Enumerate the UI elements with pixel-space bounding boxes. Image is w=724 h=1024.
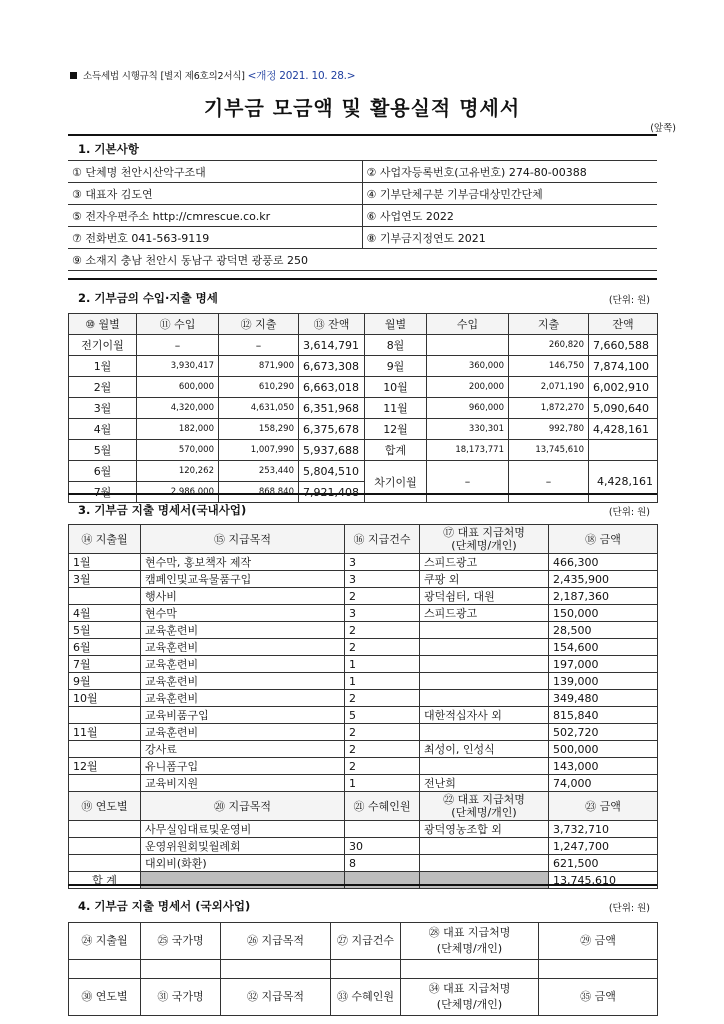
table-cell: 운영위원회및월례회 [141, 838, 345, 855]
table-row [69, 356, 658, 377]
column-header: ⑮ 지급목적 [141, 525, 345, 554]
column-header: ㉒ 대표 지급처명 (단체명/개인) [420, 792, 549, 821]
column-header: 월별 [365, 314, 427, 335]
table-cell: 광덕영농조합 외 [420, 821, 549, 838]
org-name: ① 단체명 천안시산악구조대 [68, 161, 362, 183]
amount-cell: 330,301 [427, 419, 509, 440]
table-cell [345, 821, 420, 838]
table-cell: 3,732,710 [549, 821, 658, 838]
column-header: 수입 [427, 314, 509, 335]
table-row [69, 673, 658, 690]
table-cell [69, 741, 141, 758]
amount-cell: 4,428,161 [589, 419, 658, 440]
column-header: ㉜ 지급목적 [221, 979, 331, 1016]
amount-cell: 610,290 [219, 377, 299, 398]
section1-title: 1. 기본사항 [78, 142, 139, 156]
table-cell: 466,300 [549, 554, 658, 571]
table-cell [420, 673, 549, 690]
table-cell: 교육훈련비 [141, 690, 345, 707]
table-cell: 현수막 [141, 605, 345, 622]
table-cell: 5 [345, 707, 420, 724]
table-row [69, 707, 658, 724]
square-bullet-icon [70, 72, 77, 79]
table-cell [420, 639, 549, 656]
amount-cell: – [509, 461, 589, 503]
table-cell: 7월 [69, 656, 141, 673]
donor-type: ④ 기부단체구분 기부금대상민간단체 [362, 183, 657, 205]
amount-cell [427, 335, 509, 356]
table-cell: 28,500 [549, 622, 658, 639]
table-cell: 10월 [69, 690, 141, 707]
table-cell: 621,500 [549, 855, 658, 872]
table-row [69, 724, 658, 741]
table-cell: 교육비품구입 [141, 707, 345, 724]
section4-title: 4. 기부금 지출 명세서 (국외사업) [78, 899, 251, 913]
month-cell: 5월 [69, 440, 137, 461]
table-cell: 대외비(화환) [141, 855, 345, 872]
table-cell [221, 960, 331, 979]
amount-cell: 18,173,771 [427, 440, 509, 461]
table-cell: 1 [345, 673, 420, 690]
column-header: ㉘ 대표 지급처명 (단체명/개인) [401, 923, 539, 960]
table-cell: 유니폼구입 [141, 758, 345, 775]
table-row [69, 741, 658, 758]
income-expense-table [68, 313, 658, 503]
amount-cell: 6,663,018 [299, 377, 365, 398]
amount-cell: – [427, 461, 509, 503]
column-header: ⑳ 지급목적 [141, 792, 345, 821]
table-cell: 6월 [69, 639, 141, 656]
section2-title: 2. 기부금의 수입·지출 명세 [78, 291, 218, 305]
amount-cell: 5,090,640 [589, 398, 658, 419]
page-title: 기부금 모금액 및 활용실적 명세서 [203, 96, 521, 120]
section4-unit: (단위: 원) [608, 903, 650, 914]
table-cell: 강사료 [141, 741, 345, 758]
table-cell: 1 [345, 656, 420, 673]
header-row [69, 525, 658, 554]
table-cell [420, 656, 549, 673]
table-cell: 대한적십자사 외 [420, 707, 549, 724]
header-row [69, 979, 658, 1016]
table-cell: 스피드광고 [420, 554, 549, 571]
table-cell: 스피드광고 [420, 605, 549, 622]
table-cell: 30 [345, 838, 420, 855]
column-header: ㉔ 지출월 [69, 923, 141, 960]
table-cell [141, 960, 221, 979]
table-cell: 2 [345, 588, 420, 605]
table-row [69, 656, 658, 673]
table-cell: 11월 [69, 724, 141, 741]
table-cell: 교육훈련비 [141, 656, 345, 673]
table-row [69, 775, 658, 792]
table-cell: 사무실임대료및운영비 [141, 821, 345, 838]
column-header: ⑲ 연도별 [69, 792, 141, 821]
amount-cell: 600,000 [137, 377, 219, 398]
form-reference [70, 68, 355, 83]
table-cell [539, 960, 658, 979]
amount-cell: 1,007,990 [219, 440, 299, 461]
table-cell [420, 690, 549, 707]
table-cell: 139,000 [549, 673, 658, 690]
column-header: ㉟ 금액 [539, 979, 658, 1016]
table-cell [420, 622, 549, 639]
table-cell: 500,000 [549, 741, 658, 758]
table-cell: 교육훈련비 [141, 639, 345, 656]
table-cell: 현수막, 홍보책자 제작 [141, 554, 345, 571]
month-cell: 9월 [365, 356, 427, 377]
amount-cell: 5,937,688 [299, 440, 365, 461]
table-cell [69, 707, 141, 724]
month-cell: 11월 [365, 398, 427, 419]
table-cell: 154,600 [549, 639, 658, 656]
amount-cell: – [137, 335, 219, 356]
table-row [69, 554, 658, 571]
table-cell [69, 960, 141, 979]
column-header: ⑰ 대표 지급처명 (단체명/개인) [420, 525, 549, 554]
table-row [69, 605, 658, 622]
table-row [69, 821, 658, 838]
amount-cell: 120,262 [137, 461, 219, 482]
amount-cell: 960,000 [427, 398, 509, 419]
table-cell [69, 838, 141, 855]
table-row [69, 335, 658, 356]
table-cell [401, 960, 539, 979]
amount-cell: 4,631,050 [219, 398, 299, 419]
table-cell: 쿠팡 외 [420, 571, 549, 588]
amount-cell: 7,921,408 [299, 482, 365, 503]
table-cell: 교육훈련비 [141, 724, 345, 741]
amount-cell: 1,872,270 [509, 398, 589, 419]
page-side: (앞쪽) [650, 123, 676, 134]
month-cell: 4월 [69, 419, 137, 440]
column-header: ⑱ 금액 [549, 525, 658, 554]
table-row [69, 419, 658, 440]
table-cell: 행사비 [141, 588, 345, 605]
column-header: ㉓ 금액 [549, 792, 658, 821]
business-year: ⑥ 사업연도 2022 [362, 205, 657, 227]
table-cell: 1,247,700 [549, 838, 658, 855]
table-cell [69, 855, 141, 872]
carry-forward-label: 차기이월 [365, 461, 427, 503]
total-amount: 13,745,610 [549, 872, 658, 889]
column-header: ㉞ 대표 지급처명 (단체명/개인) [401, 979, 539, 1016]
table-cell: 교육훈련비 [141, 673, 345, 690]
column-header: ㉙ 금액 [539, 923, 658, 960]
amount-cell: 4,320,000 [137, 398, 219, 419]
amount-cell: 7,660,588 [589, 335, 658, 356]
month-cell: 8월 [365, 335, 427, 356]
header-row [69, 923, 658, 960]
amount-cell: 5,804,510 [299, 461, 365, 482]
amount-cell: 2,071,190 [509, 377, 589, 398]
table-cell: 2 [345, 724, 420, 741]
column-header: ㉗ 지급건수 [331, 923, 401, 960]
business-number: ② 사업자등록번호(고유번호) 274-80-00388 [362, 161, 657, 183]
table-cell: 2 [345, 741, 420, 758]
amount-cell: 260,820 [509, 335, 589, 356]
table-row [69, 588, 658, 605]
column-header: ⑪ 수입 [137, 314, 219, 335]
basic-info-table [68, 160, 657, 271]
table-cell: 12월 [69, 758, 141, 775]
table-cell [420, 838, 549, 855]
table-cell: 815,840 [549, 707, 658, 724]
revision-date: <개정 2021. 10. 28.> [247, 70, 356, 82]
amount-cell: 13,745,610 [509, 440, 589, 461]
month-cell: 7월 [69, 482, 137, 503]
table-cell: 8 [345, 855, 420, 872]
table-cell: 349,480 [549, 690, 658, 707]
amount-cell [589, 440, 658, 461]
divider [68, 134, 657, 136]
table-cell: 502,720 [549, 724, 658, 741]
table-cell: 최성이, 인성식 [420, 741, 549, 758]
month-cell: 12월 [365, 419, 427, 440]
table-cell: 2 [345, 690, 420, 707]
column-header: ㉕ 국가명 [141, 923, 221, 960]
table-cell [420, 724, 549, 741]
representative: ③ 대표자 김도연 [68, 183, 362, 205]
table-row [69, 855, 658, 872]
amount-cell: 871,900 [219, 356, 299, 377]
table-cell: 197,000 [549, 656, 658, 673]
table-cell: 1월 [69, 554, 141, 571]
table-row [69, 377, 658, 398]
amount-cell: 360,000 [427, 356, 509, 377]
column-header: ⑩ 월별 [69, 314, 137, 335]
table-cell: 교육훈련비 [141, 622, 345, 639]
table-cell: 3 [345, 605, 420, 622]
column-header: ㉖ 지급목적 [221, 923, 331, 960]
designated-year: ⑧ 기부금지정연도 2021 [362, 227, 657, 249]
table-cell: 150,000 [549, 605, 658, 622]
table-row [69, 571, 658, 588]
table-row [69, 622, 658, 639]
section3-unit: (단위: 원) [608, 507, 650, 518]
divider [68, 278, 657, 280]
table-row [69, 758, 658, 775]
table-cell: 2,435,900 [549, 571, 658, 588]
amount-cell: 6,351,968 [299, 398, 365, 419]
column-header: ⑫ 지출 [219, 314, 299, 335]
table-cell: 74,000 [549, 775, 658, 792]
table-row [69, 639, 658, 656]
email: ⑤ 전자우편주소 http://cmrescue.co.kr [68, 205, 362, 227]
table-cell: 캠페인및교육물품구입 [141, 571, 345, 588]
table-cell: 3 [345, 554, 420, 571]
amount-cell: – [219, 335, 299, 356]
table-row [69, 398, 658, 419]
total-label: 합 계 [69, 872, 141, 889]
column-header: ㉑ 수혜인원 [345, 792, 420, 821]
table-cell: 2,187,360 [549, 588, 658, 605]
table-cell: 전난희 [420, 775, 549, 792]
table-cell: 광덕쉼터, 대원 [420, 588, 549, 605]
column-header: ⑯ 지급건수 [345, 525, 420, 554]
column-header: 지출 [509, 314, 589, 335]
table-cell: 9월 [69, 673, 141, 690]
table-cell: 2 [345, 622, 420, 639]
table-row [69, 440, 658, 461]
table-row [69, 690, 658, 707]
table-cell: 3월 [69, 571, 141, 588]
amount-cell: 3,930,417 [137, 356, 219, 377]
address: ⑨ 소재지 충남 천안시 동남구 광덕면 광풍로 250 [68, 249, 657, 271]
section2-unit: (단위: 원) [608, 295, 650, 306]
header-row [69, 792, 658, 821]
divider [68, 884, 657, 886]
month-cell: 3월 [69, 398, 137, 419]
column-header: ⑭ 지출월 [69, 525, 141, 554]
table-cell [69, 821, 141, 838]
amount-cell: 253,440 [219, 461, 299, 482]
amount-cell: 200,000 [427, 377, 509, 398]
table-row [69, 960, 658, 979]
column-header: ⑬ 잔액 [299, 314, 365, 335]
section3-title: 3. 기부금 지출 명세서(국내사업) [78, 503, 247, 517]
table-cell: 교육비지원 [141, 775, 345, 792]
table-cell: 4월 [69, 605, 141, 622]
amount-cell: 4,428,161 [589, 461, 658, 503]
amount-cell: 6,002,910 [589, 377, 658, 398]
column-header: ㉚ 연도별 [69, 979, 141, 1016]
month-cell: 6월 [69, 461, 137, 482]
table-cell [69, 775, 141, 792]
column-header: ㉛ 국가명 [141, 979, 221, 1016]
month-cell: 1월 [69, 356, 137, 377]
column-header: ㉝ 수혜인원 [331, 979, 401, 1016]
table-cell [331, 960, 401, 979]
overseas-expense-table [68, 922, 658, 1016]
table-cell: 5월 [69, 622, 141, 639]
table-row [69, 461, 658, 482]
phone: ⑦ 전화번호 041-563-9119 [68, 227, 362, 249]
amount-cell: 570,000 [137, 440, 219, 461]
amount-cell: 158,290 [219, 419, 299, 440]
amount-cell: 7,874,100 [589, 356, 658, 377]
amount-cell: 6,375,678 [299, 419, 365, 440]
month-cell: 전기이월 [69, 335, 137, 356]
amount-cell: 3,614,791 [299, 335, 365, 356]
month-cell: 10월 [365, 377, 427, 398]
table-cell [69, 588, 141, 605]
table-cell: 143,000 [549, 758, 658, 775]
law-reference: 소득세법 시행규칙 [별지 제6호의2서식] [83, 71, 245, 82]
domestic-expense-table [68, 524, 658, 889]
table-cell [420, 758, 549, 775]
month-cell: 2월 [69, 377, 137, 398]
table-cell: 2 [345, 758, 420, 775]
divider [68, 493, 657, 495]
column-header: 잔액 [589, 314, 658, 335]
table-row [69, 838, 658, 855]
amount-cell: 182,000 [137, 419, 219, 440]
amount-cell: 146,750 [509, 356, 589, 377]
amount-cell: 2,986,000 [137, 482, 219, 503]
month-cell: 합계 [365, 440, 427, 461]
amount-cell: 6,673,308 [299, 356, 365, 377]
table-cell [420, 855, 549, 872]
table-cell: 3 [345, 571, 420, 588]
table-cell: 1 [345, 775, 420, 792]
amount-cell: 868,840 [219, 482, 299, 503]
table-cell: 2 [345, 639, 420, 656]
amount-cell: 992,780 [509, 419, 589, 440]
